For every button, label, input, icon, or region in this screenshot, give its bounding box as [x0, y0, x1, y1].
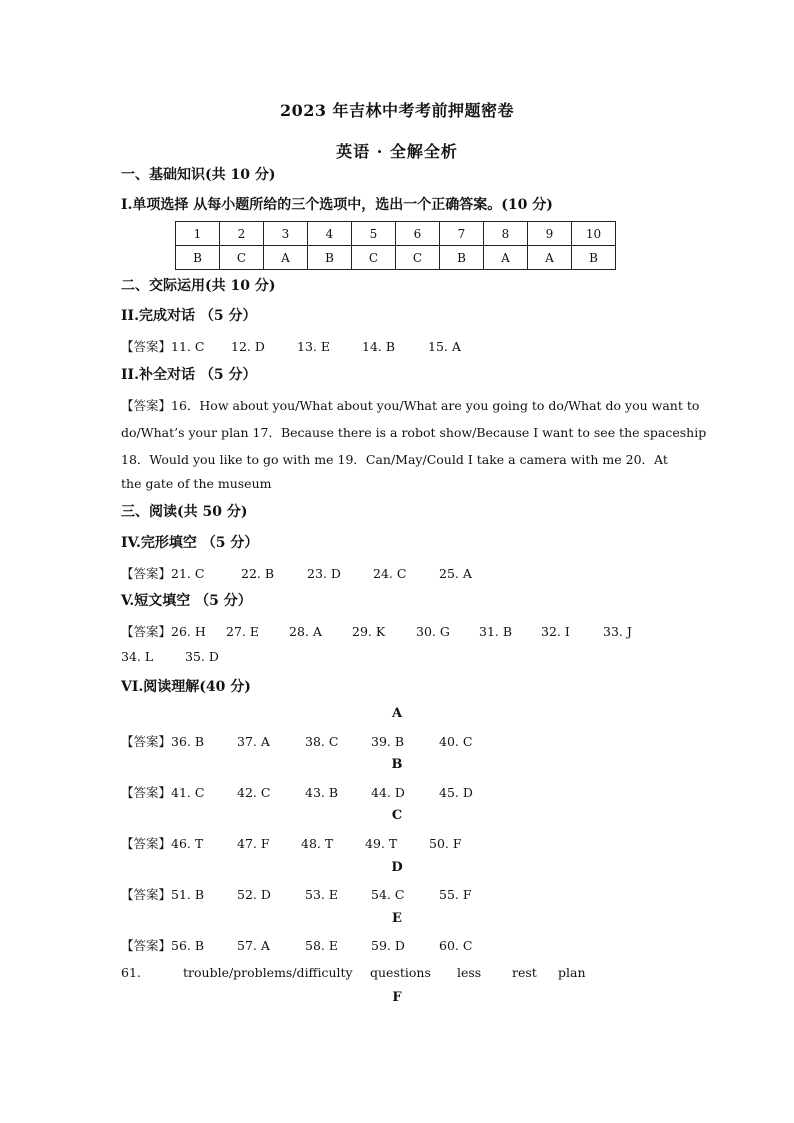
table-row-answers: [176, 246, 616, 270]
table-cell: 3: [264, 222, 308, 246]
table-cell: B: [440, 246, 484, 270]
part-4-heading: IV.完形填空 （5 分）: [121, 535, 259, 551]
answer-item: 57. A: [237, 938, 270, 953]
part-4-answers: [121, 564, 472, 582]
answer-item: 【答案】41. C: [121, 785, 205, 800]
answer-item: 55. F: [439, 887, 472, 902]
passage-b-answers: [121, 783, 473, 801]
part-6-heading: VI.阅读理解(40 分): [121, 679, 251, 695]
answer-item: 27. E: [226, 624, 259, 639]
answer-item: 40. C: [439, 734, 473, 749]
answer-item: 【答案】51. B: [121, 887, 205, 902]
section-1-heading: 一、基础知识(共 10 分): [121, 167, 276, 183]
single-choice-answer-table: [175, 221, 616, 270]
answer-item: 12. D: [231, 339, 265, 354]
passage-d-label: D: [391, 860, 403, 875]
section-3-heading: 三、阅读(共 50 分): [121, 504, 248, 520]
table-cell: B: [308, 246, 352, 270]
answer-item: 30. G: [416, 624, 450, 639]
table-cell: A: [528, 246, 572, 270]
table-cell: 1: [176, 222, 220, 246]
passage-f-label: F: [392, 990, 402, 1005]
part-2-answers: [121, 337, 461, 355]
answer-item: 45. D: [439, 785, 473, 800]
passage-b-label: B: [391, 757, 403, 772]
answer-item: 54. C: [371, 887, 405, 902]
part-3-line: the gate of the museum: [121, 476, 272, 491]
answer-item: 【答案】56. B: [121, 938, 205, 953]
table-cell: C: [396, 246, 440, 270]
table-cell: 5: [352, 222, 396, 246]
answer-item: 22. B: [241, 566, 275, 581]
answer-item: 52. D: [237, 887, 271, 902]
answer-item: 【答案】11. C: [121, 339, 205, 354]
table-cell: 2: [220, 222, 264, 246]
passage-a-answers: [121, 732, 472, 750]
answer-item: 60. C: [439, 938, 473, 953]
item-61-answers: [121, 965, 586, 980]
answer-item: 35. D: [185, 649, 219, 664]
table-cell: A: [484, 246, 528, 270]
answer-item: trouble/problems/difficulty: [183, 965, 353, 980]
part-3-line: 18．Would you like to go with me 19．Can/May/Could I take a camera with me 20．At: [121, 452, 668, 467]
table-cell: C: [220, 246, 264, 270]
answer-item: 14. B: [362, 339, 396, 354]
table-cell: 10: [572, 222, 616, 246]
part-3-line: do/What’s your plan 17．Because there is a robot show/Because I want to see the spaceship: [121, 425, 707, 440]
page-title: 2023 年吉林中考考前押题密卷: [279, 101, 515, 120]
passage-e-label: E: [392, 911, 402, 926]
table-cell: 8: [484, 222, 528, 246]
part-2-heading: II.完成对话 （5 分）: [121, 308, 257, 324]
answer-item: plan: [558, 965, 586, 980]
answer-item: 34. L: [121, 649, 154, 664]
part-3-line: 【答案】16．How about you/What about you/What are you going to do/What do you want to: [121, 398, 700, 413]
table-cell: 9: [528, 222, 572, 246]
passage-d-answers: [121, 885, 472, 903]
table-cell: C: [352, 246, 396, 270]
passage-a-label: A: [391, 706, 403, 721]
answer-item: 33. J: [603, 624, 632, 639]
page-subtitle: 英语 · 全解全析: [336, 142, 458, 161]
answer-item: 24. C: [373, 566, 407, 581]
answer-item: 50. F: [429, 836, 462, 851]
answer-item: 61.: [121, 965, 141, 980]
answer-item: 【答案】46. T: [121, 836, 204, 851]
answer-item: rest: [512, 965, 537, 980]
answer-item: 【答案】21. C: [121, 566, 205, 581]
answer-item: 25. A: [439, 566, 472, 581]
answer-item: 13. E: [297, 339, 330, 354]
passage-c-label: C: [391, 808, 403, 823]
answer-item: 【答案】26. H: [121, 624, 206, 639]
table-row-numbers: [176, 222, 616, 246]
answer-item: 43. B: [305, 785, 339, 800]
answer-item: 38. C: [305, 734, 339, 749]
answer-item: 【答案】36. B: [121, 734, 205, 749]
answer-item: 44. D: [371, 785, 405, 800]
part-5-answers-line-1: [121, 622, 632, 640]
answer-item: 48. T: [301, 836, 334, 851]
table-cell: 6: [396, 222, 440, 246]
section-2-heading: 二、交际运用(共 10 分): [121, 278, 276, 294]
answer-item: 49. T: [365, 836, 398, 851]
table-cell: 4: [308, 222, 352, 246]
answer-item: questions: [370, 965, 431, 980]
answer-item: 15. A: [428, 339, 461, 354]
table-cell: 7: [440, 222, 484, 246]
answer-item: 29. K: [352, 624, 386, 639]
answer-item: 31. B: [479, 624, 513, 639]
answer-item: 39. B: [371, 734, 405, 749]
answer-item: 28. A: [289, 624, 322, 639]
passage-c-answers: [121, 834, 462, 852]
answer-item: less: [457, 965, 482, 980]
answer-item: 59. D: [371, 938, 405, 953]
table-cell: B: [572, 246, 616, 270]
part-1-heading: I.单项选择 从每小题所给的三个选项中，选出一个正确答案。(10 分): [121, 197, 553, 213]
answer-item: 23. D: [307, 566, 341, 581]
part-5-answers-line-2: [121, 649, 219, 664]
table-cell: B: [176, 246, 220, 270]
part-5-heading: V.短文填空 （5 分）: [121, 593, 252, 609]
answer-item: 47. F: [237, 836, 270, 851]
passage-e-answers: [121, 936, 472, 954]
part-3-heading: II.补全对话 （5 分）: [121, 367, 257, 383]
answer-item: 58. E: [305, 938, 338, 953]
table-cell: A: [264, 246, 308, 270]
answer-item: 37. A: [237, 734, 270, 749]
answer-item: 42. C: [237, 785, 271, 800]
answer-item: 32. I: [541, 624, 570, 639]
answer-item: 53. E: [305, 887, 338, 902]
